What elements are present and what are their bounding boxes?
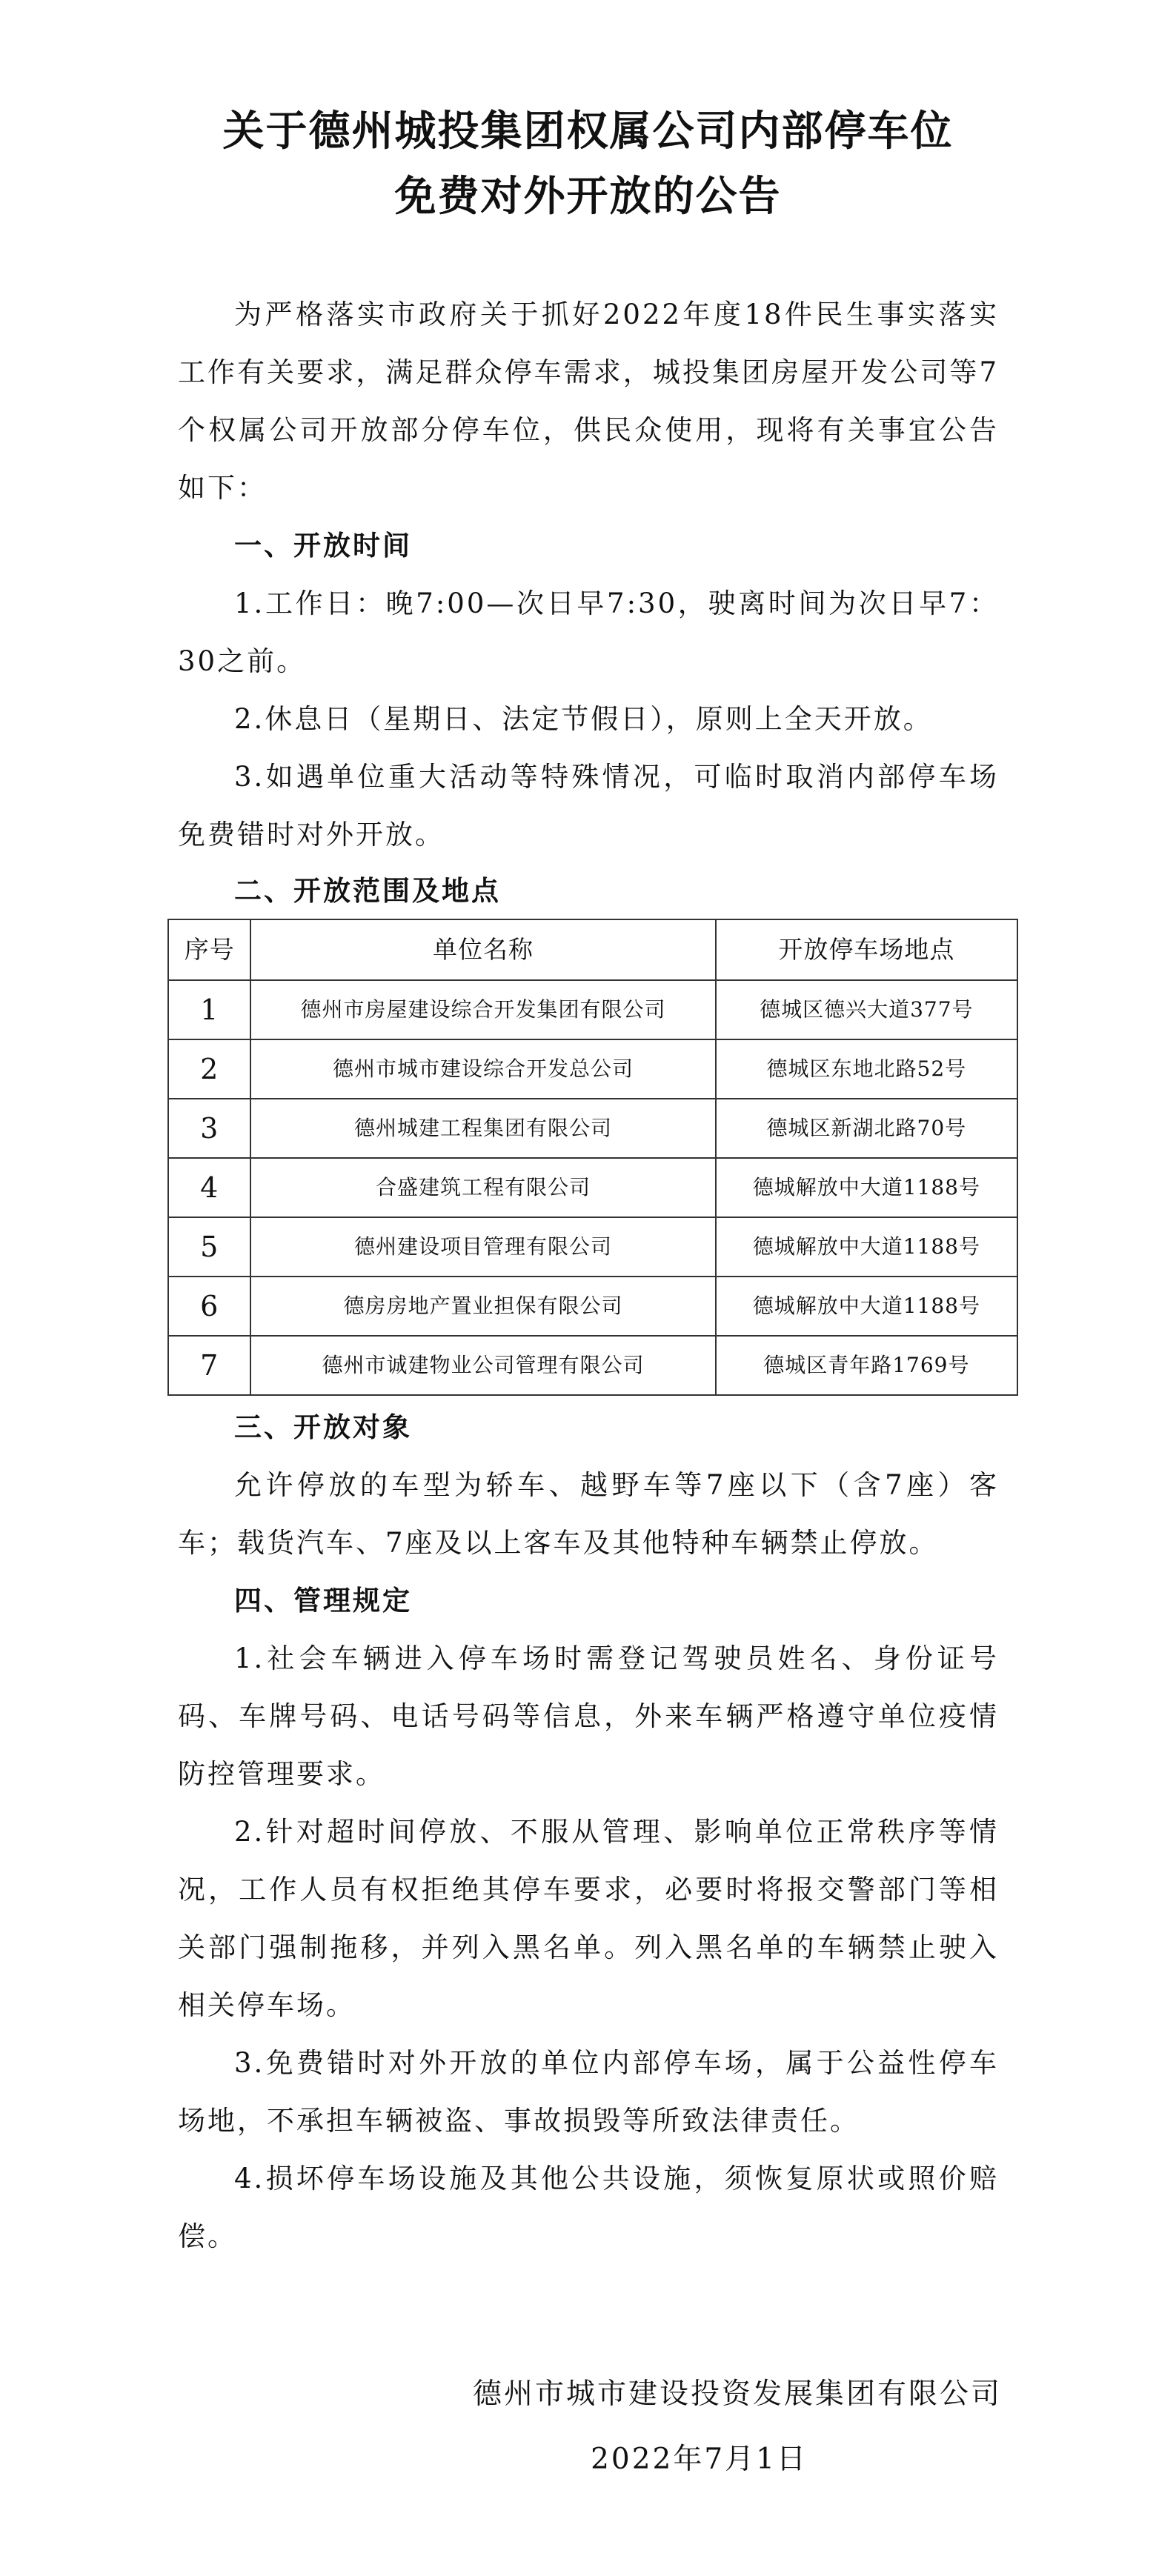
table-row	[168, 1158, 1017, 1217]
table-cell-index: 3	[168, 1099, 250, 1158]
section-4-item-2: 2.针对超时间停放、不服从管理、影响单位正常秩序等情况，工作人员有权拒绝其停车要求，必要时将报交警部门等相关部门强制拖移，并列入黑名单。列入黑名单的车辆禁止驶入相关停车场。	[178, 1816, 999, 2021]
table-row	[168, 1099, 1017, 1158]
table-row	[168, 1039, 1017, 1099]
intro-paragraph: 为严格落实市政府关于抓好2022年度18件民生事实落实工作有关要求，满足群众停车需求，城投集团房屋开发公司等7个权属公司开放部分停车位，供民众使用，现将有关事宜公告如下：	[178, 299, 999, 504]
section-1-item-3: 3.如遇单位重大活动等特殊情况，可临时取消内部停车场免费错时对外开放。	[178, 761, 999, 851]
section-1-item-2: 2.休息日（星期日、法定节假日），原则上全天开放。	[234, 703, 933, 735]
table-row	[168, 980, 1017, 1039]
notice-title-line-1: 关于德州城投集团权属公司内部停车位	[222, 107, 954, 156]
table-cell-unit: 德州市城市建设综合开发总公司	[250, 1039, 715, 1099]
section-1-heading: 一、开放时间	[234, 530, 412, 562]
section-3-heading: 三、开放对象	[234, 1411, 412, 1443]
table-cell-location: 德城解放中大道1188号	[716, 1217, 1017, 1277]
table-cell-location: 德城区德兴大道377号	[716, 980, 1017, 1039]
table-cell-index: 2	[168, 1039, 250, 1099]
table-cell-unit: 德房房地产置业担保有限公司	[250, 1277, 715, 1336]
table-header-index: 序号	[168, 919, 250, 980]
table-cell-unit: 合盛建筑工程有限公司	[250, 1158, 715, 1217]
table-header-location: 开放停车场地点	[716, 919, 1017, 980]
table-cell-location: 德城解放中大道1188号	[716, 1277, 1017, 1336]
section-4-heading: 四、管理规定	[234, 1585, 412, 1617]
table-cell-index: 1	[168, 980, 250, 1039]
parking-sites-table	[167, 919, 1018, 1396]
section-4-item-3: 3.免费错时对外开放的单位内部停车场，属于公益性停车场地，不承担车辆被盗、事故损毁等所致法律责任。	[178, 2047, 999, 2137]
table-cell-location: 德城解放中大道1188号	[716, 1158, 1017, 1217]
section-4-item-1: 1.社会车辆进入停车场时需登记驾驶员姓名、身份证号码、车牌号码、电话号码等信息，外来车辆严格遵守单位疫情防控管理要求。	[178, 1643, 999, 1790]
section-2-heading: 二、开放范围及地点	[234, 875, 501, 907]
table-cell-index: 6	[168, 1277, 250, 1336]
table-row	[168, 1277, 1017, 1336]
table-cell-index: 4	[168, 1158, 250, 1217]
table-cell-index: 7	[168, 1336, 250, 1395]
table-cell-location: 德城区新湖北路70号	[716, 1099, 1017, 1158]
table-header-row	[168, 919, 1017, 980]
table-cell-location: 德城区青年路1769号	[716, 1336, 1017, 1395]
table-cell-unit: 德州市房屋建设综合开发集团有限公司	[250, 980, 715, 1039]
notice-title-line-2: 免费对外开放的公告	[394, 173, 782, 221]
section-4-item-4: 4.损坏停车场设施及其他公共设施，须恢复原状或照价赔偿。	[178, 2163, 999, 2252]
section-3-text: 允许停放的车型为轿车、越野车等7座以下（含7座）客车；载货汽车、7座及以上客车及其他特种车辆禁止停放。	[178, 1469, 999, 1559]
table-cell-unit: 德州建设项目管理有限公司	[250, 1217, 715, 1277]
table-row	[168, 1217, 1017, 1277]
signature-date: 2022年7月1日	[591, 2443, 808, 2476]
table-cell-index: 5	[168, 1217, 250, 1277]
table-header-unit: 单位名称	[250, 919, 715, 980]
section-1-item-1: 1.工作日：晚7:00—次日早7:30，驶离时间为次日早7：30之前。	[178, 588, 999, 677]
table-cell-location: 德城区东地北路52号	[716, 1039, 1017, 1099]
table-cell-unit: 德州城建工程集团有限公司	[250, 1099, 715, 1158]
table-row	[168, 1336, 1017, 1395]
signature-organization: 德州市城市建设投资发展集团有限公司	[472, 2377, 1002, 2411]
notice-body	[178, 286, 999, 2266]
table-cell-unit: 德州市诚建物业公司管理有限公司	[250, 1336, 715, 1395]
